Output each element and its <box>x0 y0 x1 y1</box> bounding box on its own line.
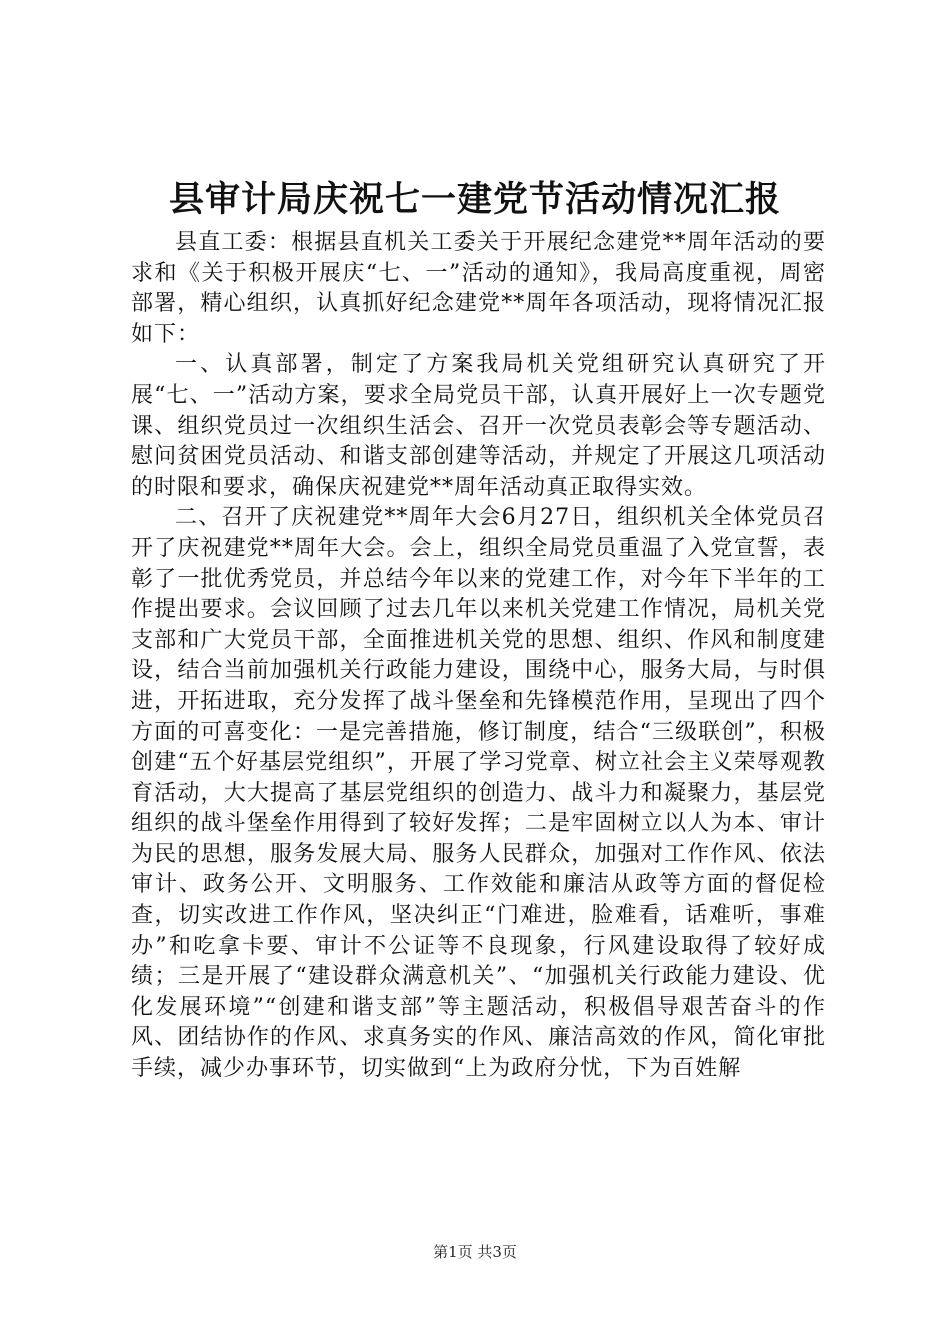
document-body <box>131 228 826 1085</box>
document-title: 县审计局庆祝七一建党节活动情况汇报 <box>168 179 781 220</box>
paragraph-section-2: 二、召开了庆祝建党**周年大会6月27日，组织机关全体党员召开了庆祝建党**周年大会。会上，组织全局党员重温了入党宣誓，表彰了一批优秀党员，并总结今年以来的党建工作，对今年下半年的工作提出要求。会议回顾了过去几年以来机关党建工作情况，局机关党支部和广大党员干部，全面推进机关党的思想、组织、作风和制度建设，结合当前加强机关行政能力建设，围绕中心，服务大局，与时俱进，开拓进取，充分发挥了战斗堡垒和先锋模范作用，呈现出了四个方面的可喜变化：一是完善措施，修订制度，结合“三级联创”，积极创建“五个好基层党组织”，开展了学习党章、树立社会主义荣辱观教育活动，大大提高了基层党组织的创造力、战斗力和凝聚力，基层党组织的战斗堡垒作用得到了较好发挥；二是牢固树立以人为本、审计为民的思想，服务发展大局、服务人民群众，加强对工作作风、依法审计、政务公开、文明服务、工作效能和廉洁从政等方面的督促检查，切实改进工作作风，坚决纠正“门难进，脸难看，话难听，事难办”和吃拿卡要、审计不公证等不良现象，行风建设取得了较好成绩；三是开展了“建设群众满意机关”、“加强机关行政能力建设、优化发展环境”“创建和谐支部”等主题活动，积极倡导艰苦奋斗的作风、团结协作的作风、求真务实的作风、廉洁高效的作风，简化审批手续，减少办事环节，切实做到“上为政府分忧，下为百姓解 <box>131 505 826 1082</box>
paragraph-intro: 县直工委：根据县直机关工委关于开展纪念建党**周年活动的要求和《关于积极开展庆“七、一”活动的通知》，我局高度重视，周密部署，精心组织，认真抓好纪念建党**周年各项活动，现将情况汇报如下： <box>131 230 826 347</box>
paragraph-section-1: 一、认真部署，制定了方案我局机关党组研究认真研究了开展“七、一”活动方案，要求全局党员干部，认真开展好上一次专题党课、组织党员过一次组织生活会、召开一次党员表彰会等专题活动、慰问贫困党员活动、和谐支部创建等活动，并规定了开展这几项活动的时限和要求，确保庆祝建党**周年活动真正取得实效。 <box>131 352 826 500</box>
page-number: 第1页 共3页 <box>433 1243 517 1261</box>
